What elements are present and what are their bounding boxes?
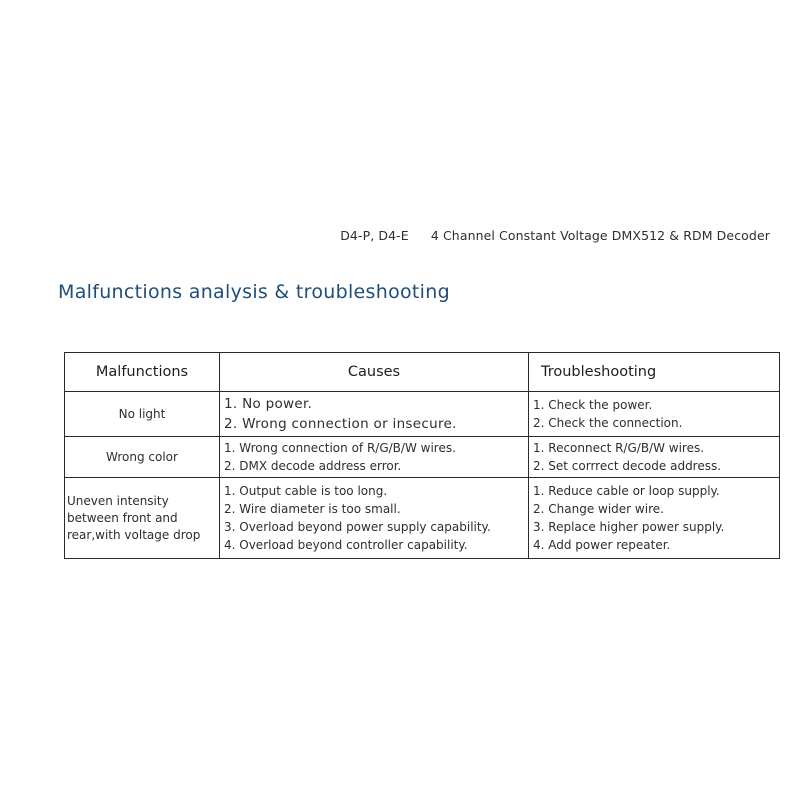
solution-item: 2. Check the connection. bbox=[533, 416, 683, 430]
table-row bbox=[65, 392, 780, 437]
column-header-troubleshooting: Troubleshooting bbox=[529, 353, 780, 392]
cause-item: 1. Wrong connection of R/G/B/W wires. bbox=[224, 441, 456, 455]
troubleshooting-cell bbox=[529, 478, 780, 559]
malfunction-cell: Wrong color bbox=[65, 437, 220, 478]
causes-cell bbox=[220, 478, 529, 559]
malfunction-cell bbox=[65, 478, 220, 559]
solution-item: 2. Change wider wire. bbox=[533, 502, 664, 516]
column-header-causes: Causes bbox=[220, 353, 529, 392]
cause-item: 2. Wrong connection or insecure. bbox=[224, 416, 457, 432]
malfunction-line: between front and bbox=[67, 510, 178, 525]
cause-item: 4. Overload beyond controller capability. bbox=[224, 538, 468, 552]
cause-item: 1. No power. bbox=[224, 396, 313, 412]
malfunction-line: Uneven intensity bbox=[67, 493, 169, 508]
solution-item: 1. Reduce cable or loop supply. bbox=[533, 484, 720, 498]
column-header-malfunctions: Malfunctions bbox=[65, 353, 220, 392]
troubleshooting-cell bbox=[529, 437, 780, 478]
table-header-row bbox=[65, 353, 780, 392]
product-name: 4 Channel Constant Voltage DMX512 & RDM Decoder bbox=[430, 228, 770, 243]
table-row bbox=[65, 437, 780, 478]
solution-item: 1. Reconnect R/G/B/W wires. bbox=[533, 441, 705, 455]
solution-item: 1. Check the power. bbox=[533, 398, 653, 412]
solution-item: 3. Replace higher power supply. bbox=[533, 520, 725, 534]
model-number: D4-P, D4-E bbox=[340, 228, 409, 243]
table-row bbox=[65, 478, 780, 559]
malfunction-line: rear,with voltage drop bbox=[67, 527, 201, 542]
cause-item: 1. Output cable is too long. bbox=[224, 484, 388, 498]
solution-item: 4. Add power repeater. bbox=[533, 538, 671, 552]
cause-item: 3. Overload beyond power supply capability. bbox=[224, 520, 491, 534]
causes-cell bbox=[220, 437, 529, 478]
cause-item: 2. DMX decode address error. bbox=[224, 459, 402, 473]
causes-cell bbox=[220, 392, 529, 437]
malfunction-cell: No light bbox=[65, 392, 220, 437]
troubleshooting-cell bbox=[529, 392, 780, 437]
solution-item: 2. Set corrrect decode address. bbox=[533, 459, 722, 473]
document-header bbox=[340, 228, 770, 243]
section-title: Malfunctions analysis & troubleshooting bbox=[58, 281, 450, 303]
cause-item: 2. Wire diameter is too small. bbox=[224, 502, 401, 516]
troubleshooting-table bbox=[64, 352, 780, 559]
